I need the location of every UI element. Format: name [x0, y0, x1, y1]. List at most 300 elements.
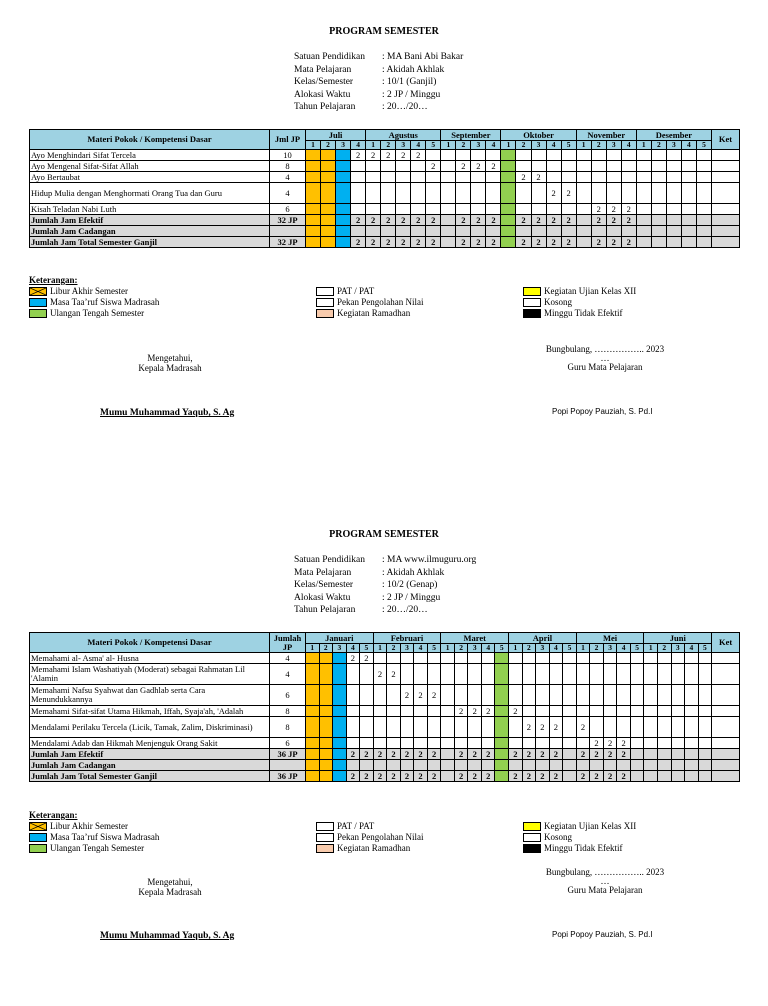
header-week: 1: [373, 644, 387, 653]
week-cell: [549, 706, 563, 717]
week-cell: [468, 664, 482, 685]
week-cell: [698, 717, 712, 738]
week-cell: [536, 738, 550, 749]
week-cell: [306, 237, 321, 248]
week-cell: [426, 204, 441, 215]
week-cell: [576, 685, 590, 706]
week-cell: [396, 183, 411, 204]
week-cell: [671, 771, 685, 782]
week-cell: [644, 664, 658, 685]
jp-cell: 4: [270, 183, 306, 204]
week-cell: 2: [561, 215, 576, 226]
week-cell: [681, 150, 696, 161]
week-cell: 2: [481, 749, 495, 760]
header-month: November: [576, 130, 636, 141]
week-cell: [454, 738, 468, 749]
week-cell: [400, 717, 414, 738]
week-cell: [481, 760, 495, 771]
week-cell: [441, 215, 456, 226]
week-cell: [351, 183, 366, 204]
week-cell: [657, 771, 671, 782]
header-week: 2: [387, 644, 401, 653]
legend-label: Kosong: [544, 832, 573, 842]
week-cell: [509, 653, 523, 664]
jp-cell: 4: [270, 664, 306, 685]
legend-swatch: [316, 309, 334, 318]
week-cell: [698, 706, 712, 717]
week-cell: [657, 717, 671, 738]
week-cell: 2: [351, 215, 366, 226]
meta-row: Alokasi Waktu : 2 JP / Minggu: [294, 592, 441, 603]
legend-label: Minggu Tidak Efektif: [544, 843, 623, 853]
legend-item: [316, 832, 423, 843]
header-week: 3: [471, 141, 486, 150]
ket-cell: [712, 653, 740, 664]
jp-cell: 36 JP: [270, 771, 306, 782]
week-cell: [681, 183, 696, 204]
week-cell: [360, 685, 374, 706]
week-cell: [509, 685, 523, 706]
week-cell: [366, 161, 381, 172]
week-cell: [636, 226, 651, 237]
week-cell: [681, 161, 696, 172]
ket-cell: [712, 685, 740, 706]
week-cell: [576, 664, 590, 685]
meta-row: Mata Pelajaran : Akidah Akhlak: [294, 64, 445, 75]
jp-cell: 4: [270, 172, 306, 183]
week-cell: [681, 215, 696, 226]
week-cell: [306, 172, 321, 183]
jp-cell: [270, 760, 306, 771]
week-cell: 2: [590, 738, 604, 749]
week-cell: 2: [549, 749, 563, 760]
week-cell: 2: [454, 771, 468, 782]
week-cell: 2: [509, 749, 523, 760]
week-cell: [698, 685, 712, 706]
week-cell: [426, 172, 441, 183]
week-cell: 2: [381, 237, 396, 248]
jp-cell: 8: [270, 161, 306, 172]
week-cell: [563, 717, 577, 738]
week-cell: 2: [576, 771, 590, 782]
week-cell: 2: [549, 771, 563, 782]
week-cell: 2: [351, 237, 366, 248]
week-cell: [381, 172, 396, 183]
week-cell: [531, 183, 546, 204]
header-week: 5: [360, 644, 374, 653]
week-cell: [454, 685, 468, 706]
header-week: 4: [621, 141, 636, 150]
week-cell: [333, 653, 347, 664]
week-cell: [336, 183, 351, 204]
week-cell: [468, 760, 482, 771]
week-cell: [590, 664, 604, 685]
week-cell: [336, 237, 351, 248]
week-cell: 2: [456, 215, 471, 226]
header-week: 1: [306, 644, 320, 653]
ket-cell: [712, 172, 740, 183]
week-cell: [617, 653, 631, 664]
header-week: 5: [698, 644, 712, 653]
week-cell: [671, 685, 685, 706]
week-cell: [366, 172, 381, 183]
legend-item: [316, 308, 410, 319]
legend-label: Pekan Pengolahan Nilai: [337, 297, 424, 307]
header-week: 4: [346, 644, 360, 653]
week-cell: 2: [486, 215, 501, 226]
legend-swatch: [29, 844, 47, 853]
week-cell: [516, 161, 531, 172]
week-cell: 2: [481, 771, 495, 782]
week-cell: [563, 771, 577, 782]
week-cell: [319, 749, 333, 760]
header-month: Maret: [441, 633, 509, 644]
summary-row: [30, 771, 740, 782]
week-cell: [644, 738, 658, 749]
meta-row: Alokasi Waktu : 2 JP / Minggu: [294, 89, 441, 100]
week-cell: 2: [509, 771, 523, 782]
week-cell: [306, 653, 320, 664]
week-cell: [651, 226, 666, 237]
week-cell: [522, 706, 536, 717]
week-cell: [441, 237, 456, 248]
week-cell: [591, 161, 606, 172]
week-cell: [360, 706, 374, 717]
week-cell: [636, 150, 651, 161]
legend-item: [523, 308, 623, 319]
week-cell: [411, 183, 426, 204]
week-cell: [630, 653, 644, 664]
materi-cell: Jumlah Jam Total Semester Ganjil: [30, 771, 270, 782]
week-cell: [373, 738, 387, 749]
week-cell: [621, 150, 636, 161]
week-cell: [481, 738, 495, 749]
header-week: 3: [666, 141, 681, 150]
legend-item: [316, 286, 374, 297]
week-cell: [603, 685, 617, 706]
week-cell: [576, 706, 590, 717]
week-cell: [698, 664, 712, 685]
week-cell: [346, 706, 360, 717]
week-cell: [319, 717, 333, 738]
week-cell: [373, 706, 387, 717]
week-cell: [546, 161, 561, 172]
week-cell: [366, 226, 381, 237]
week-cell: [621, 226, 636, 237]
header-week: 4: [481, 644, 495, 653]
week-cell: [671, 717, 685, 738]
week-cell: 2: [366, 150, 381, 161]
week-cell: [360, 738, 374, 749]
header-week: 2: [516, 141, 531, 150]
week-cell: [630, 706, 644, 717]
schedule-table: [29, 129, 740, 248]
week-cell: [495, 653, 509, 664]
week-cell: [636, 204, 651, 215]
header-week: 4: [486, 141, 501, 150]
table-row: [30, 706, 740, 717]
header-week: 4: [414, 644, 428, 653]
ket-cell: [712, 738, 740, 749]
ket-cell: [712, 717, 740, 738]
legend: [29, 810, 739, 855]
week-cell: [346, 685, 360, 706]
week-cell: [651, 204, 666, 215]
week-cell: [333, 706, 347, 717]
header-week: 3: [606, 141, 621, 150]
table-row: [30, 183, 740, 204]
week-cell: [536, 685, 550, 706]
week-cell: [333, 664, 347, 685]
week-cell: [501, 226, 516, 237]
week-cell: [546, 226, 561, 237]
header-week: 2: [454, 644, 468, 653]
week-cell: [630, 738, 644, 749]
week-cell: [387, 717, 401, 738]
week-cell: [546, 204, 561, 215]
week-cell: [509, 738, 523, 749]
legend-title: Keterangan:: [29, 275, 78, 285]
materi-cell: Ayo Menghindari Sifat Tercela: [30, 150, 270, 161]
week-cell: [606, 172, 621, 183]
week-cell: [621, 183, 636, 204]
week-cell: [454, 653, 468, 664]
week-cell: [306, 706, 320, 717]
materi-cell: Jumlah Jam Total Semester Ganjil: [30, 237, 270, 248]
week-cell: [651, 150, 666, 161]
week-cell: [495, 706, 509, 717]
week-cell: [321, 237, 336, 248]
week-cell: [671, 653, 685, 664]
week-cell: [400, 760, 414, 771]
week-cell: 2: [468, 749, 482, 760]
week-cell: [522, 653, 536, 664]
week-cell: [666, 161, 681, 172]
week-cell: [411, 161, 426, 172]
week-cell: [563, 685, 577, 706]
header-week: 2: [651, 141, 666, 150]
week-cell: [381, 204, 396, 215]
header-month: April: [509, 633, 577, 644]
week-cell: [549, 738, 563, 749]
week-cell: [321, 161, 336, 172]
legend-label: Libur Akhir Semester: [50, 821, 128, 831]
week-cell: 2: [617, 749, 631, 760]
week-cell: [698, 760, 712, 771]
week-cell: [495, 760, 509, 771]
week-cell: [590, 685, 604, 706]
week-cell: [576, 204, 591, 215]
week-cell: [441, 685, 455, 706]
week-cell: [644, 717, 658, 738]
week-cell: [319, 664, 333, 685]
header-week: 2: [381, 141, 396, 150]
week-cell: [333, 685, 347, 706]
week-cell: 2: [546, 215, 561, 226]
signature-right: Bungbulang, …………….. 2023 … Guru Mata Pelajaran: [545, 344, 665, 372]
week-cell: [657, 760, 671, 771]
week-cell: [576, 738, 590, 749]
legend-item: [29, 843, 144, 854]
week-cell: 2: [456, 237, 471, 248]
week-cell: [685, 685, 699, 706]
week-cell: 2: [346, 771, 360, 782]
week-cell: [576, 760, 590, 771]
week-cell: [333, 771, 347, 782]
week-cell: [501, 150, 516, 161]
week-cell: 2: [366, 237, 381, 248]
week-cell: [427, 738, 441, 749]
legend-item: [29, 308, 144, 319]
week-cell: 2: [426, 161, 441, 172]
week-cell: [549, 760, 563, 771]
week-cell: [636, 237, 651, 248]
week-cell: [481, 653, 495, 664]
week-cell: [306, 161, 321, 172]
week-cell: [414, 717, 428, 738]
legend-item: [523, 286, 636, 297]
week-cell: 2: [346, 749, 360, 760]
header-week: 2: [590, 644, 604, 653]
legend-item: [29, 832, 159, 843]
week-cell: [591, 150, 606, 161]
week-cell: [590, 706, 604, 717]
legend-item: [316, 297, 423, 308]
ket-cell: [712, 204, 740, 215]
week-cell: [696, 172, 711, 183]
table-row: [30, 685, 740, 706]
jp-cell: [270, 226, 306, 237]
week-cell: [373, 685, 387, 706]
week-cell: 2: [427, 749, 441, 760]
week-cell: [400, 653, 414, 664]
week-cell: [471, 183, 486, 204]
week-cell: 2: [360, 749, 374, 760]
legend-swatch: [316, 833, 334, 842]
week-cell: [321, 215, 336, 226]
header-month: Februari: [373, 633, 441, 644]
week-cell: 2: [536, 717, 550, 738]
week-cell: [681, 204, 696, 215]
week-cell: 2: [591, 215, 606, 226]
week-cell: 2: [486, 237, 501, 248]
week-cell: [536, 653, 550, 664]
week-cell: [536, 760, 550, 771]
week-cell: [486, 150, 501, 161]
week-cell: [427, 717, 441, 738]
week-cell: [336, 215, 351, 226]
header-month: Juni: [644, 633, 712, 644]
week-cell: 2: [411, 237, 426, 248]
legend-label: PAT / PAT: [337, 286, 375, 296]
week-cell: 2: [471, 215, 486, 226]
jp-cell: 8: [270, 706, 306, 717]
header-week: 4: [685, 644, 699, 653]
week-cell: [351, 172, 366, 183]
legend-swatch: [523, 833, 541, 842]
header-week: 2: [657, 644, 671, 653]
table-row: [30, 653, 740, 664]
week-cell: 2: [576, 749, 590, 760]
week-cell: 2: [454, 706, 468, 717]
week-cell: 2: [414, 749, 428, 760]
week-cell: [501, 161, 516, 172]
week-cell: [414, 706, 428, 717]
header-week: 4: [351, 141, 366, 150]
week-cell: [501, 237, 516, 248]
week-cell: [561, 172, 576, 183]
legend-swatch: [29, 822, 47, 831]
week-cell: [468, 717, 482, 738]
week-cell: [426, 183, 441, 204]
week-cell: [427, 653, 441, 664]
week-cell: 2: [468, 706, 482, 717]
meta-row: Tahun Pelajaran : 20…/20…: [294, 102, 428, 112]
header-week: 4: [546, 141, 561, 150]
jp-cell: 32 JP: [270, 215, 306, 226]
week-cell: [590, 717, 604, 738]
week-cell: 2: [373, 771, 387, 782]
week-cell: 2: [427, 685, 441, 706]
week-cell: [563, 653, 577, 664]
week-cell: [681, 226, 696, 237]
week-cell: [336, 161, 351, 172]
legend: [29, 275, 739, 320]
week-cell: [576, 237, 591, 248]
week-cell: [306, 204, 321, 215]
materi-cell: Hidup Mulia dengan Menghormati Orang Tua dan Guru: [30, 183, 270, 204]
week-cell: [621, 172, 636, 183]
week-cell: [531, 226, 546, 237]
week-cell: [630, 771, 644, 782]
week-cell: 2: [454, 749, 468, 760]
week-cell: [306, 226, 321, 237]
header-week: 3: [333, 644, 347, 653]
legend-item: [523, 832, 572, 843]
week-cell: [591, 172, 606, 183]
week-cell: [509, 760, 523, 771]
materi-cell: Jumlah Jam Efektif: [30, 215, 270, 226]
ket-cell: [712, 664, 740, 685]
table-row: [30, 664, 740, 685]
week-cell: 2: [621, 215, 636, 226]
week-cell: [456, 183, 471, 204]
week-cell: [576, 226, 591, 237]
week-cell: [387, 685, 401, 706]
week-cell: [696, 150, 711, 161]
header-week: 1: [501, 141, 516, 150]
week-cell: 2: [536, 749, 550, 760]
week-cell: [549, 664, 563, 685]
header-week: 1: [441, 644, 455, 653]
materi-cell: Memahami Sifat-sifat Utama Hikmah, Iffah, Syaja'ah, 'Adalah: [30, 706, 270, 717]
header-month: Januari: [306, 633, 374, 644]
week-cell: 2: [546, 237, 561, 248]
week-cell: [516, 204, 531, 215]
week-cell: [441, 749, 455, 760]
week-cell: [319, 685, 333, 706]
week-cell: 2: [373, 664, 387, 685]
meta-block: [294, 554, 476, 617]
legend-swatch: [316, 287, 334, 296]
header-week: 4: [681, 141, 696, 150]
week-cell: [396, 226, 411, 237]
week-cell: [321, 204, 336, 215]
week-cell: [630, 717, 644, 738]
week-cell: 2: [381, 215, 396, 226]
week-cell: 2: [456, 161, 471, 172]
week-cell: [333, 738, 347, 749]
